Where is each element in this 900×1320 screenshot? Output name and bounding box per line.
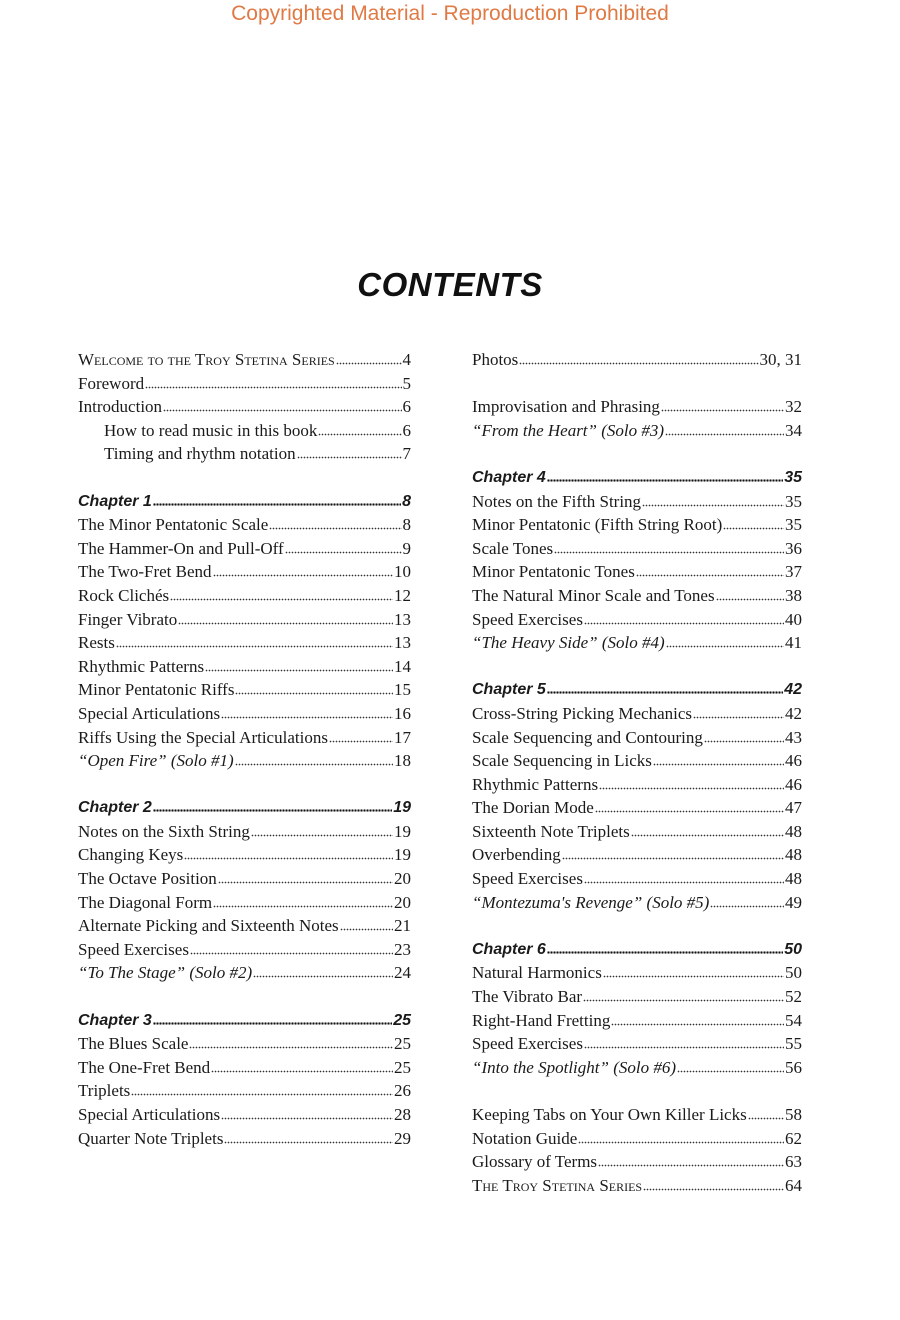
toc-page-number: 40 — [785, 609, 802, 629]
toc-page-number: 28 — [394, 1105, 411, 1124]
toc-entry — [472, 1032, 802, 1056]
toc-entry-title: Speed Exercises — [78, 939, 189, 959]
toc-entry — [78, 513, 411, 537]
toc-page-number: 14 — [394, 656, 411, 676]
toc-entry-title: Overbending — [472, 845, 561, 865]
toc-entry — [472, 985, 802, 1009]
toc-page-number: 63 — [785, 1152, 802, 1172]
toc-entry-title: Glossary of Terms — [472, 1152, 598, 1172]
toc-entry — [472, 796, 802, 820]
toc-page-number: 19 — [394, 821, 411, 841]
toc-entry — [472, 560, 802, 584]
dot-leader — [653, 754, 784, 766]
toc-entry-title: Speed Exercises — [472, 869, 583, 889]
toc-entry-title: How to read music in this book — [104, 420, 318, 440]
dot-leader — [547, 942, 783, 954]
dot-leader — [578, 1132, 784, 1144]
toc-page-number: 46 — [785, 751, 802, 771]
dot-leader — [599, 778, 784, 790]
toc-entry-title: Rhythmic Patterns — [78, 656, 205, 676]
toc-page-number: 20 — [394, 892, 411, 912]
dot-leader — [329, 731, 393, 743]
section-spacer — [472, 372, 802, 396]
toc-entry-title: Introduction — [78, 397, 163, 417]
dot-leader — [213, 896, 393, 908]
toc-entry — [78, 395, 411, 419]
dot-leader — [235, 754, 393, 766]
toc-page-number: 42 — [784, 681, 802, 699]
dot-leader — [221, 1108, 393, 1120]
toc-entry-title: Minor Pentatonic Tones — [472, 562, 635, 582]
toc-page-number: 5 — [402, 373, 411, 393]
toc-page-number: 6 — [402, 397, 411, 417]
toc-page-number: 48 — [785, 869, 802, 889]
toc-entry — [78, 1127, 411, 1151]
dot-leader — [224, 1132, 393, 1144]
dot-leader — [661, 400, 784, 412]
toc-entry — [472, 702, 802, 726]
dot-leader — [562, 848, 784, 860]
toc-entry — [78, 1056, 411, 1080]
dot-leader — [584, 613, 784, 625]
toc-entry-title: Rests — [78, 633, 115, 653]
toc-entry-title: Chapter 1 — [78, 492, 152, 510]
toc-entry-title: Natural Harmonics — [472, 963, 602, 983]
toc-page-number: 12 — [394, 585, 411, 605]
toc-page-number: 38 — [785, 585, 802, 605]
toc-entry — [472, 631, 802, 655]
toc-page-number: 55 — [785, 1034, 802, 1054]
toc-entry-title: “Montezuma's Revenge” (Solo #5) — [472, 892, 710, 912]
toc-chapter-heading — [472, 938, 802, 962]
dot-leader — [554, 542, 784, 554]
toc-left-column — [78, 348, 411, 1150]
toc-entry-title: Chapter 6 — [472, 940, 546, 958]
toc-page-number: 19 — [393, 799, 411, 817]
toc-entry-title: Right-Hand Fretting — [472, 1010, 611, 1030]
toc-entry-title: Riffs Using the Special Articulations — [78, 727, 328, 747]
dot-leader — [297, 447, 402, 459]
toc-entry-title: The Octave Position — [78, 869, 217, 889]
dot-leader — [666, 636, 784, 648]
toc-entry-title: Sixteenth Note Triplets — [472, 821, 630, 841]
dot-leader — [704, 731, 784, 743]
toc-entry-title: Foreword — [78, 373, 145, 393]
toc-page-number: 24 — [394, 963, 411, 983]
toc-page-number: 15 — [394, 680, 411, 700]
section-spacer — [472, 442, 802, 466]
toc-page-number: 35 — [785, 491, 802, 511]
toc-entry — [472, 843, 802, 867]
toc-page-number: 50 — [785, 963, 802, 983]
toc-entry-title: Quarter Note Triplets — [78, 1128, 224, 1148]
toc-entry — [78, 843, 411, 867]
toc-entry — [472, 395, 802, 419]
dot-leader — [211, 1061, 393, 1073]
toc-entry-title: The Minor Pentatonic Scale — [78, 515, 269, 535]
toc-entry-title: Minor Pentatonic (Fifth String Root) — [472, 515, 723, 535]
toc-entry — [78, 867, 411, 891]
toc-page-number: 47 — [785, 798, 802, 818]
toc-entry-title: The Blues Scale — [78, 1034, 189, 1054]
toc-page-number: 7 — [402, 444, 411, 464]
dot-leader — [218, 872, 393, 884]
toc-entry — [472, 1174, 802, 1198]
toc-page-number: 4 — [402, 350, 411, 369]
toc-entry-title: “To The Stage” (Solo #2) — [78, 963, 253, 983]
toc-entry — [78, 749, 411, 773]
toc-page-number: 19 — [394, 845, 411, 865]
toc-page-number: 34 — [785, 420, 802, 440]
toc-page-number: 52 — [785, 987, 802, 1007]
toc-entry-title: The Natural Minor Scale and Tones — [472, 585, 715, 605]
toc-entry-title: The One-Fret Bend — [78, 1057, 211, 1077]
toc-entry — [472, 584, 802, 608]
dot-leader — [643, 1179, 784, 1191]
toc-entry-title: Minor Pentatonic Riffs — [78, 680, 235, 700]
dot-leader — [235, 683, 393, 695]
toc-entry-title: Changing Keys — [78, 845, 184, 865]
toc-entry — [472, 820, 802, 844]
toc-entry-title: Scale Sequencing in Licks — [472, 751, 652, 771]
dot-leader — [716, 589, 784, 601]
toc-right-column — [472, 348, 802, 1197]
toc-entry-title: “From the Heart” (Solo #3) — [472, 420, 665, 440]
toc-page-number: 54 — [785, 1010, 802, 1030]
toc-entry — [78, 891, 411, 915]
dot-leader — [170, 589, 393, 601]
toc-page-number: 8 — [402, 515, 411, 535]
toc-entry-title: The Diagonal Form — [78, 892, 213, 912]
toc-entry — [472, 1056, 802, 1080]
toc-page-number: 17 — [394, 727, 411, 747]
toc-page-number: 23 — [394, 939, 411, 959]
toc-entry — [472, 749, 802, 773]
toc-entry-title: Welcome to the Troy Stetina Series — [78, 350, 335, 369]
dot-leader — [153, 800, 392, 812]
toc-page-number: 10 — [394, 562, 411, 582]
toc-entry — [78, 419, 411, 443]
toc-entry — [78, 1032, 411, 1056]
toc-page-number: 64 — [785, 1175, 802, 1195]
dot-leader — [636, 565, 784, 577]
toc-entry-title: Special Articulations — [78, 703, 221, 723]
dot-leader — [189, 1037, 393, 1049]
toc-page-number: 9 — [402, 538, 411, 558]
toc-page-number: 35 — [784, 468, 802, 486]
toc-entry — [78, 655, 411, 679]
dot-leader — [611, 1014, 784, 1026]
dot-leader — [748, 1108, 784, 1120]
toc-entry-title: Notes on the Sixth String — [78, 821, 250, 841]
toc-entry-title: The Troy Stetina Series — [472, 1175, 643, 1195]
dot-leader — [584, 1037, 784, 1049]
toc-entry-title: Speed Exercises — [472, 1034, 583, 1054]
toc-entry-title: Chapter 2 — [78, 799, 152, 817]
toc-entry — [78, 1079, 411, 1103]
toc-page-number: 48 — [785, 845, 802, 865]
dot-leader — [285, 542, 402, 554]
toc-page-number: 62 — [785, 1128, 802, 1148]
copyright-watermark: Copyrighted Material - Reproduction Prohibited — [231, 2, 669, 25]
toc-entry — [472, 513, 802, 537]
section-spacer — [472, 1079, 802, 1103]
toc-page-number: 43 — [785, 727, 802, 747]
toc-entry — [472, 490, 802, 514]
toc-page-number: 56 — [785, 1057, 802, 1077]
toc-page-number: 8 — [402, 492, 411, 510]
toc-entry-title: The Two-Fret Bend — [78, 562, 212, 582]
toc-entry-title: “Into the Spotlight” (Solo #6) — [472, 1057, 676, 1077]
dot-leader — [723, 518, 784, 530]
toc-entry — [472, 537, 802, 561]
toc-entry-title: “Open Fire” (Solo #1) — [78, 751, 234, 771]
toc-entry — [78, 584, 411, 608]
toc-page-number: 32 — [785, 397, 802, 417]
toc-entry-title: Triplets — [78, 1081, 131, 1101]
toc-entry — [472, 1103, 802, 1127]
toc-chapter-heading — [472, 466, 802, 490]
dot-leader — [269, 518, 401, 530]
dot-leader — [213, 565, 393, 577]
dot-leader — [221, 707, 393, 719]
toc-entry-title: Speed Exercises — [472, 609, 583, 629]
toc-entry-title: Keeping Tabs on Your Own Killer Licks — [472, 1105, 747, 1124]
toc-entry — [78, 726, 411, 750]
toc-page-number: 49 — [785, 892, 802, 912]
toc-entry-title: Notes on the Fifth String — [472, 491, 642, 511]
toc-chapter-heading — [78, 1009, 411, 1033]
dot-leader — [153, 1013, 392, 1025]
toc-entry-title: Finger Vibrato — [78, 609, 178, 629]
section-spacer — [472, 655, 802, 679]
toc-entry — [78, 608, 411, 632]
toc-entry — [472, 726, 802, 750]
toc-entry-title: Cross-String Picking Mechanics — [472, 703, 693, 723]
toc-entry-title: The Vibrato Bar — [472, 987, 583, 1007]
dot-leader — [178, 613, 393, 625]
section-spacer — [78, 466, 411, 490]
toc-entry — [78, 820, 411, 844]
toc-page-number: 25 — [394, 1034, 411, 1054]
toc-page-number: 50 — [784, 940, 802, 958]
toc-entry — [78, 560, 411, 584]
dot-leader — [547, 470, 783, 482]
toc-page-number: 26 — [394, 1081, 411, 1101]
toc-entry-title: Timing and rhythm notation — [104, 444, 296, 464]
dot-leader — [598, 1155, 784, 1167]
dot-leader — [318, 424, 401, 436]
toc-entry-title: The Hammer-On and Pull-Off — [78, 538, 284, 558]
toc-page-number: 13 — [394, 609, 411, 629]
dot-leader — [677, 1061, 784, 1073]
toc-page-number: 29 — [394, 1128, 411, 1148]
dot-leader — [710, 896, 784, 908]
toc-entry — [472, 867, 802, 891]
dot-leader — [642, 495, 784, 507]
toc-page-number: 25 — [394, 1057, 411, 1077]
toc-entry — [472, 961, 802, 985]
toc-entry-title: Photos — [472, 350, 519, 369]
dot-leader — [547, 682, 783, 694]
dot-leader — [595, 801, 784, 813]
toc-page-number: 42 — [785, 703, 802, 723]
dot-leader — [116, 636, 393, 648]
dot-leader — [693, 707, 784, 719]
toc-entry — [472, 1009, 802, 1033]
toc-entry — [472, 348, 802, 372]
toc-page-number: 30, 31 — [759, 350, 802, 369]
toc-entry — [472, 608, 802, 632]
toc-entry — [472, 1150, 802, 1174]
dot-leader — [205, 660, 393, 672]
section-spacer — [78, 985, 411, 1009]
toc-page-number: 18 — [394, 751, 411, 771]
toc-entry-title: Alternate Picking and Sixteenth Notes — [78, 916, 339, 936]
toc-page-number: 25 — [393, 1011, 411, 1029]
toc-page-number: 36 — [785, 538, 802, 558]
toc-entry — [78, 961, 411, 985]
toc-entry — [78, 348, 411, 372]
toc-page-number: 13 — [394, 633, 411, 653]
dot-leader — [603, 966, 784, 978]
dot-leader — [253, 966, 393, 978]
dot-leader — [163, 400, 401, 412]
toc-entry — [472, 1127, 802, 1151]
toc-page-number: 46 — [785, 774, 802, 794]
toc-entry-title: Scale Tones — [472, 538, 554, 558]
section-spacer — [78, 773, 411, 797]
dot-leader — [190, 943, 393, 955]
toc-chapter-heading — [78, 490, 411, 514]
toc-entry — [472, 419, 802, 443]
toc-entry — [472, 773, 802, 797]
toc-entry-title: “The Heavy Side” (Solo #4) — [472, 633, 665, 653]
toc-page-number: 21 — [394, 916, 411, 936]
toc-entry-title: Scale Sequencing and Contouring — [472, 727, 703, 747]
toc-page-number: 35 — [785, 515, 802, 535]
toc-page-number: 58 — [785, 1105, 802, 1124]
toc-entry-title: Notation Guide — [472, 1128, 578, 1148]
toc-entry-title: Rock Clichés — [78, 585, 170, 605]
toc-entry-title: Improvisation and Phrasing — [472, 397, 660, 417]
toc-entry — [472, 891, 802, 915]
toc-entry-title: The Dorian Mode — [472, 798, 594, 818]
dot-leader — [153, 494, 401, 506]
toc-entry-title: Chapter 4 — [472, 468, 546, 486]
dot-leader — [340, 919, 393, 931]
toc-chapter-heading — [472, 678, 802, 702]
toc-page-number: 16 — [394, 703, 411, 723]
toc-entry — [78, 537, 411, 561]
dot-leader — [583, 990, 784, 1002]
dot-leader — [184, 848, 393, 860]
dot-leader — [251, 825, 393, 837]
dot-leader — [145, 377, 401, 389]
toc-entry — [78, 442, 411, 466]
dot-leader — [631, 825, 784, 837]
toc-entry-title: Chapter 3 — [78, 1011, 152, 1029]
toc-entry — [78, 372, 411, 396]
toc-entry-title: Rhythmic Patterns — [472, 774, 599, 794]
toc-page-number: 41 — [785, 633, 802, 653]
dot-leader — [519, 353, 758, 365]
dot-leader — [131, 1084, 393, 1096]
section-spacer — [472, 914, 802, 938]
toc-entry-title: Special Articulations — [78, 1105, 221, 1124]
toc-entry — [78, 914, 411, 938]
toc-page-number: 48 — [785, 821, 802, 841]
toc-entry — [78, 938, 411, 962]
toc-entry — [78, 631, 411, 655]
dot-leader — [665, 424, 784, 436]
dot-leader — [584, 872, 784, 884]
toc-entry — [78, 702, 411, 726]
toc-entry — [78, 678, 411, 702]
toc-chapter-heading — [78, 796, 411, 820]
dot-leader — [336, 353, 402, 365]
toc-entry — [78, 1103, 411, 1127]
toc-entry-title: Chapter 5 — [472, 681, 546, 699]
toc-page-number: 6 — [402, 420, 411, 440]
page-title: CONTENTS — [357, 266, 543, 303]
toc-page-number: 20 — [394, 869, 411, 889]
toc-page-number: 37 — [785, 562, 802, 582]
